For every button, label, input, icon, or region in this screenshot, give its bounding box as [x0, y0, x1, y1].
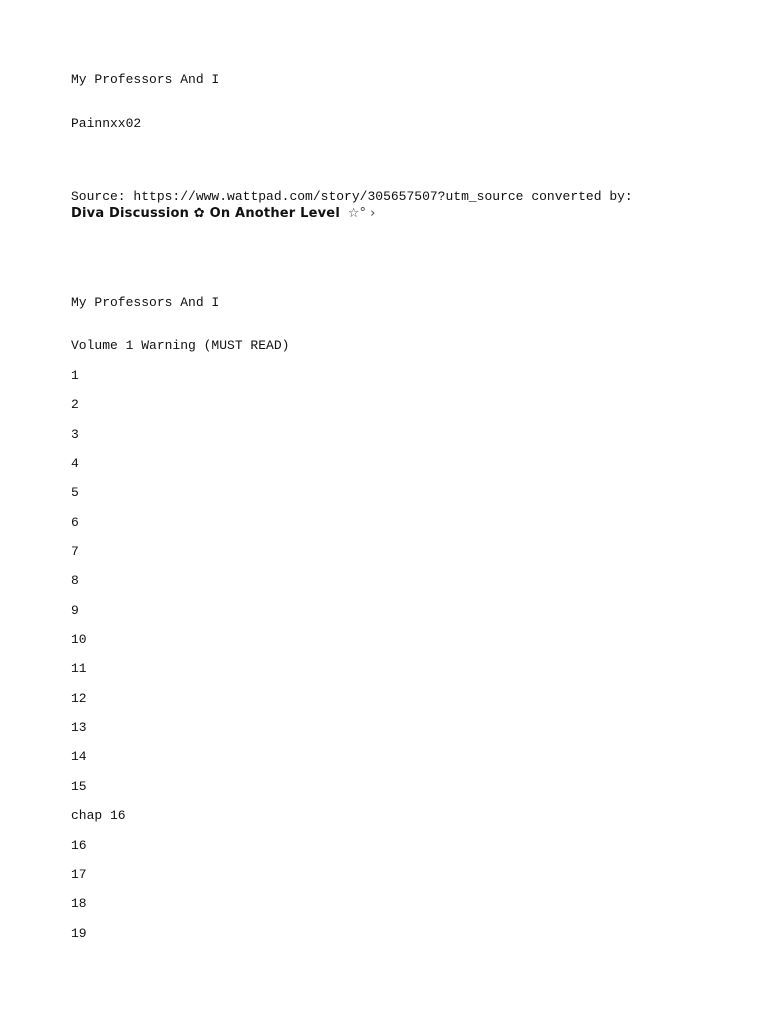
- toc-item: chap 16: [71, 808, 126, 824]
- table-of-contents: [71, 367, 126, 954]
- source-label: Source:: [71, 189, 126, 204]
- converted-by-label: converted by:: [531, 189, 633, 204]
- toc-item: 10: [71, 632, 87, 648]
- toc-item: 18: [71, 896, 87, 912]
- toc-item: 2: [71, 397, 79, 413]
- toc-item: 6: [71, 514, 79, 530]
- source-url: https://www.wattpad.com/story/305657507?utm_source: [133, 189, 524, 204]
- book-title-repeat: My Professors And I: [71, 295, 220, 310]
- toc-item: 5: [71, 485, 79, 501]
- toc-item: 15: [71, 778, 87, 794]
- toc-item: 17: [71, 866, 87, 882]
- toc-item: 11: [71, 661, 87, 677]
- converter-name: Diva Discussion ✿ On Another Level: [71, 206, 340, 221]
- book-title: My Professors And I: [71, 72, 220, 87]
- toc-item: 16: [71, 837, 87, 853]
- converter-suffix: ☆° ›: [347, 206, 376, 221]
- toc-item: 1: [71, 368, 79, 383]
- toc-item: 9: [71, 602, 79, 618]
- toc-item: 4: [71, 456, 79, 472]
- toc-item: 14: [71, 749, 87, 765]
- toc-item: 19: [71, 925, 87, 941]
- toc-heading: Volume 1 Warning (MUST READ): [71, 338, 290, 353]
- source-line: [71, 188, 671, 222]
- author-name: Painnxx02: [71, 116, 142, 131]
- toc-item: 3: [71, 426, 79, 442]
- toc-item: 7: [71, 544, 79, 560]
- toc-item: 8: [71, 573, 79, 589]
- toc-item: 12: [71, 690, 87, 706]
- toc-item: 13: [71, 720, 87, 736]
